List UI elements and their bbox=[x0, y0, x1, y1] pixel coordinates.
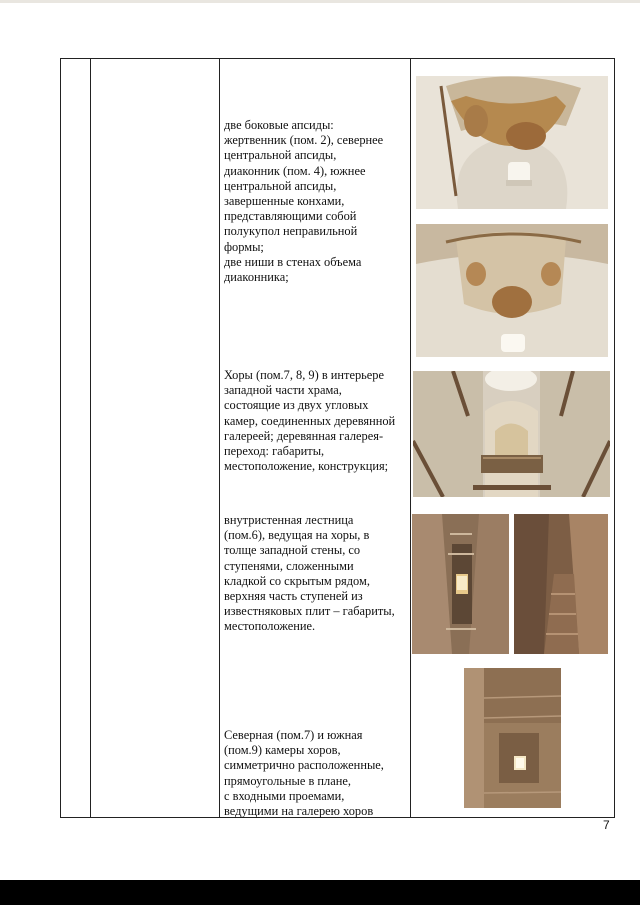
row-2-line: западной части храма, bbox=[224, 383, 342, 398]
column-divider-2 bbox=[219, 59, 220, 817]
column-divider-3 bbox=[410, 59, 411, 817]
choir-gallery-photo bbox=[413, 371, 610, 497]
row-3-line: кладкой со скрытым рядом, bbox=[224, 573, 370, 588]
row-2-line: камер, соединенных деревянной bbox=[224, 413, 396, 428]
row-3-line: внутристенная лестница bbox=[224, 513, 354, 527]
row-3-line: известняковых плит – габариты, bbox=[224, 604, 395, 619]
row-3-line: ступенями, сложенными bbox=[224, 558, 354, 573]
row-1-line: диаконник (пом. 4), южнее bbox=[224, 163, 366, 178]
scan-bottom-edge bbox=[0, 880, 640, 905]
stair-photo-1 bbox=[412, 514, 509, 654]
row-2-line: переход: габариты, bbox=[224, 444, 325, 459]
column-divider-1 bbox=[90, 59, 91, 817]
apse-conch-photo-2 bbox=[416, 224, 608, 357]
choir-chamber-photo bbox=[464, 668, 561, 808]
row-3-line: (пом.6), ведущая на хоры, в bbox=[224, 528, 370, 543]
row-1-line: полукупол неправильной bbox=[224, 224, 358, 239]
row-1-line: центральной апсиды, bbox=[224, 148, 337, 163]
row-2-description bbox=[224, 368, 404, 474]
document-table bbox=[60, 58, 615, 818]
row-2-line: галереей; деревянная галерея- bbox=[224, 428, 384, 443]
row-2-line: состоящие из двух угловых bbox=[224, 398, 369, 413]
page-number: 7 bbox=[603, 818, 610, 832]
row-3-description bbox=[224, 513, 404, 635]
apse-conch-photo-1 bbox=[416, 76, 608, 209]
row-1-line: формы; bbox=[224, 239, 264, 254]
stair-photo-2 bbox=[514, 514, 608, 654]
row-4-line: прямоугольные в плане, bbox=[224, 773, 351, 788]
row-1-line: завершенные конхами, bbox=[224, 194, 345, 209]
row-1-line: центральной апсиды, bbox=[224, 178, 337, 193]
row-3-line: толще западной стены, со bbox=[224, 543, 361, 558]
row-1-description bbox=[224, 118, 404, 285]
row-1-line: жертвенник (пом. 2), севернее bbox=[224, 133, 384, 148]
row-4-line: с входными проемами, bbox=[224, 788, 345, 803]
row-4-line: Северная (пом.7) и южная bbox=[224, 728, 363, 742]
scan-edge bbox=[0, 0, 640, 3]
row-1-line: диаконника; bbox=[224, 270, 289, 285]
row-1-line: две боковые апсиды: bbox=[224, 118, 334, 132]
row-4-line: симметрично расположенные, bbox=[224, 758, 384, 773]
row-4-line: (пом.9) камеры хоров, bbox=[224, 743, 341, 758]
row-4-description bbox=[224, 728, 404, 819]
row-4-line: ведущими на галерею хоров bbox=[224, 804, 374, 819]
row-3-line: местоположение. bbox=[224, 619, 316, 634]
row-3-line: верхняя часть ступеней из bbox=[224, 589, 363, 604]
row-1-line: представляющими собой bbox=[224, 209, 357, 224]
row-2-line: Хоры (пом.7, 8, 9) в интерьере bbox=[224, 368, 385, 382]
row-2-line: местоположение, конструкция; bbox=[224, 459, 389, 474]
row-1-line: две ниши в стенах объема bbox=[224, 254, 362, 269]
